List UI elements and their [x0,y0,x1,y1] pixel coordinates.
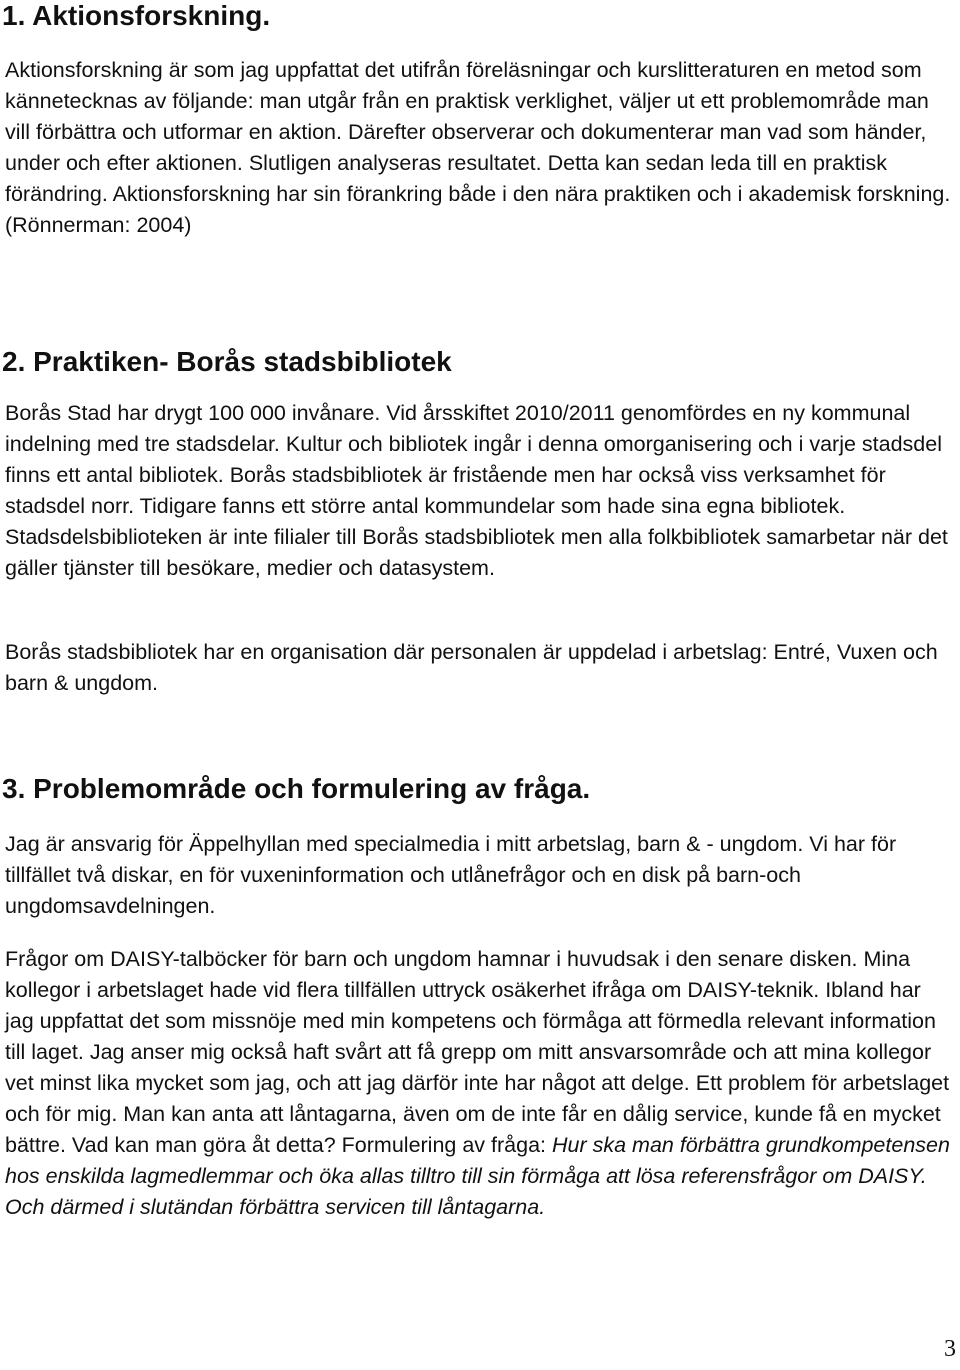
daisy-paragraph-block [5,944,955,1223]
section-heading-aktionsforskning: 1. Aktionsforskning. [2,0,271,31]
paragraph-boras-stad: Borås Stad har drygt 100 000 invånare. Vid årsskiftet 2010/2011 genomfördes en ny kommunal indelning med tre stadsdelar. Kultur och bibliotek ingår i denna omorganisering och i varje stadsdel finns ett antal bibliotek. Borås stadsbibliotek är fristående men har också viss verksamhet för stadsdel norr. Tidigare fanns ett större antal kommundelar som hade sina egna bibliotek. Stadsdelsbiblioteken är inte filialer till Borås stadsbibliotek men alla folkbibliotek samarbetar när det gäller tjänster till besökare, medier och datasystem. [5,401,948,580]
paragraph-organisation: Borås stadsbibliotek har en organisation där personalen är uppdelad i arbetslag: Entré, Vuxen och barn & ungdom. [5,640,938,695]
paragraph-appelhyllan: Jag är ansvarig för Äppelhyllan med specialmedia i mitt arbetslag, barn & - ungdom. Vi har för tillfället två diskar, en för vuxeninformation och utlånefrågor och en disk på barn-och ungdomsavdelningen. [5,832,897,918]
paragraph-daisy-text: Frågor om DAISY-talböcker för barn och ungdom hamnar i huvudsak i den senare disken. Mina kollegor i arbetslaget hade vid flera tillfällen uttryck osäkerhet ifråga om DAISY-teknik. Ibland har jag uppfattat det som missnöje med min kompetens och förmåga att förmedla relevant information till laget. Jag anser mig också haft svårt att få grepp om mitt ansvarsområde och att mina kollegor vet minst lika mycket som jag, och att jag därför inte har något att delge. Ett problem för arbetslaget och för mig. Man kan anta att låntagarna, även om de inte får en dålig service, kunde få en mycket bättre. Vad kan man göra åt detta? [5,947,950,1157]
section-heading-problemomrade: 3. Problemområde och formulering av fråga. [2,773,591,804]
question-label: Formulering av fråga: [341,1133,552,1157]
section-heading-praktiken: 2. Praktiken- Borås stadsbibliotek [2,346,452,377]
paragraph-daisy-fragor [5,944,955,1223]
page-number: 3 [944,1336,956,1362]
paragraph-aktionsforskning: Aktionsforskning är som jag uppfattat det utifrån föreläsningar och kurslitteraturen en metod som kännetecknas av följande: man utgår från en praktisk verklighet, väljer ut ett problemområde man vill förbättra och utformar en aktion. Därefter observerar och dokumenterar man vad som händer, under och efter aktionen. Slutligen analyseras resultatet. Detta kan sedan leda till en praktisk förändring. Aktionsforskning har sin förankring både i den nära praktiken och i akademisk forskning. (Rönnerman: 2004) [5,58,951,237]
research-question: Hur ska man förbättra grundkompetensen hos enskilda lagmedlemmar och öka allas tilltro till sin förmåga att lösa referensfrågor om DAISY. Och därmed i slutändan förbättra servicen till låntagarna. [5,1133,950,1219]
